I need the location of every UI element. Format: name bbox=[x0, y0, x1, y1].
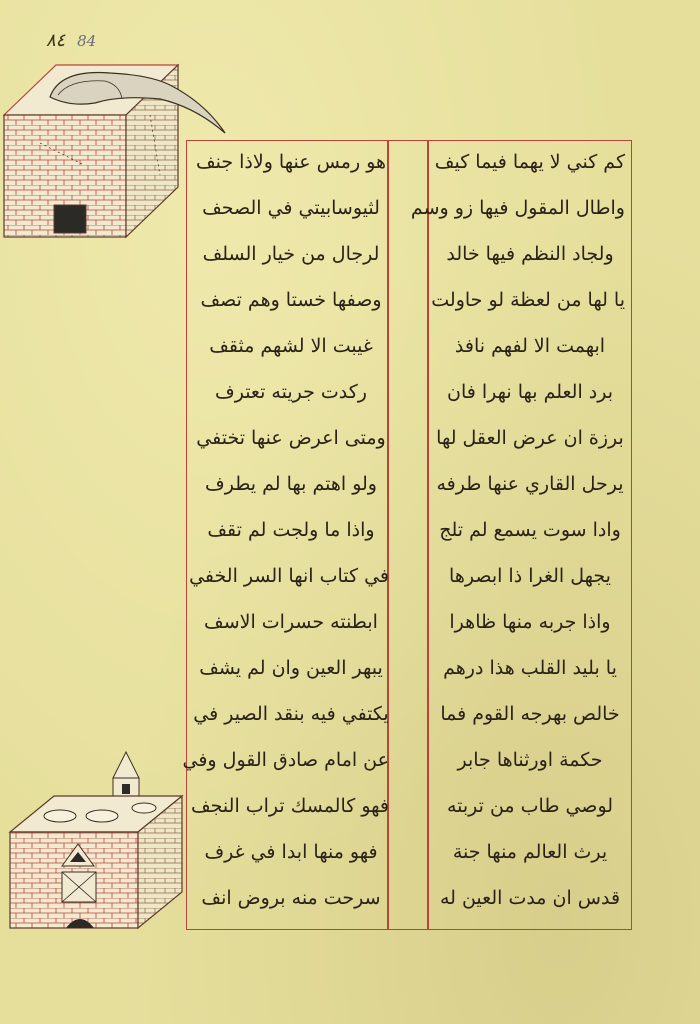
verse-line: غيبت الا لشهم مثقف bbox=[209, 335, 373, 357]
furnace-with-openings-illustration bbox=[0, 748, 190, 938]
column-rule-right bbox=[427, 141, 429, 929]
folio-number bbox=[46, 30, 96, 51]
verse-line: لثيوسابيتي في الصحف bbox=[202, 197, 380, 219]
verse-line: يا لها من لعظة لو حاولت bbox=[431, 289, 625, 311]
verse-line: واذا ما ولجت لم تقف bbox=[207, 519, 375, 541]
verse-line: ابطنته حسرات الاسف bbox=[204, 611, 378, 633]
verse-line: فهو منها ابدا في غرف bbox=[204, 841, 378, 863]
verse-line: يكتفي فيه بنقد الصير في bbox=[193, 703, 389, 725]
verse-line: لرجال من خيار السلف bbox=[202, 243, 380, 265]
verse-line: سرحت منه بروض انف bbox=[201, 887, 381, 909]
verse-line: يبهر العين وان لم يشف bbox=[199, 657, 383, 679]
folio-latin-numeral: 84 bbox=[77, 32, 97, 50]
verse-line: ركدت جريته تعترف bbox=[215, 381, 367, 403]
verse-line: عن امام صادق القول وفي bbox=[182, 749, 389, 771]
verse-line: واطال المقول فيها زو وسم bbox=[410, 197, 625, 219]
left-column bbox=[182, 149, 389, 921]
verse-line: ومتى اعرض عنها تختفي bbox=[196, 427, 386, 449]
verse-line: يجهل الغرا ذا ابصرها bbox=[449, 565, 611, 587]
verse-line: يا بليد القلب هذا درهم bbox=[443, 657, 617, 679]
verse-line: خالص بهرجه القوم فما bbox=[440, 703, 620, 725]
verse-line: كم كني لا يهما فيما كيف bbox=[434, 151, 625, 173]
verse-line: قدس ان مدت العين له bbox=[439, 887, 621, 909]
verse-line: برزة ان عرض العقل لها bbox=[436, 427, 624, 449]
verse-line: وصفها خستا وهم تصف bbox=[200, 289, 382, 311]
verse-line: ولو اهتم بها لم يطرف bbox=[205, 473, 377, 495]
verse-line: يرحل القاري عنها طرفه bbox=[436, 473, 624, 495]
verse-line: لوصي طاب من تربته bbox=[446, 795, 614, 817]
verse-line: ولجاد النظم فيها خالد bbox=[446, 243, 614, 265]
verse-line: واذا جربه منها ظاهرا bbox=[449, 611, 611, 633]
right-column bbox=[410, 149, 625, 921]
text-frame bbox=[182, 140, 632, 930]
verse-line: ابهمت الا لفهم نافذ bbox=[454, 335, 606, 357]
verse-line: وادا سوت يسمع لم تلج bbox=[439, 519, 621, 541]
verse-line: فهو كالمسك تراب النجف bbox=[190, 795, 389, 817]
verse-line: هو رمس عنها ولاذا جنف bbox=[195, 151, 387, 173]
verse-line: برد العلم بها نهرا فان bbox=[446, 381, 614, 403]
verse-line: حكمة اورثناها جابر bbox=[457, 749, 603, 771]
verse-line: في كتاب انها السر الخفي bbox=[189, 565, 389, 587]
folio-arabic-numeral: ٨٤ bbox=[46, 30, 66, 51]
verse-line: يرث العالم منها جنة bbox=[452, 841, 608, 863]
